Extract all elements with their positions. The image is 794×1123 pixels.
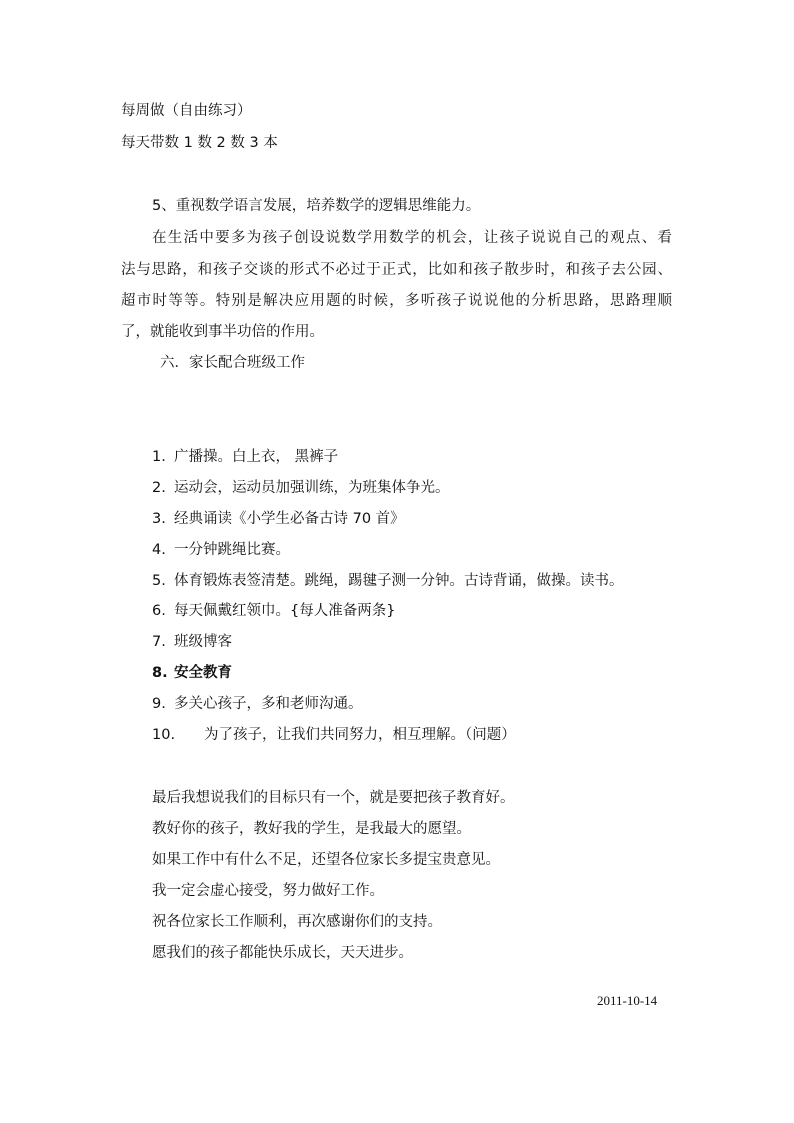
section-5-paragraph-line-3: 超市时等等。特别是解决应用题的时候，多听孩子说说他的分析思路，思路理顺 — [121, 293, 672, 309]
list-item-text: 班级博客 — [174, 634, 232, 650]
list-item — [152, 632, 232, 652]
section-5-heading: 5、重视数学语言发展，培养数学的逻辑思维能力。 — [152, 198, 481, 214]
list-item-text: 运动会，运动员加强训练，为班集体争光。 — [174, 480, 450, 496]
list-item-text: 一分钟跳绳比赛。 — [174, 542, 290, 558]
list-item-number: 10. — [152, 727, 176, 743]
list-item — [152, 725, 516, 745]
section-6-heading: 六．家长配合班级工作 — [160, 355, 305, 371]
closing-line-2: 教好你的孩子，教好我的学生，是我最大的愿望。 — [152, 821, 471, 837]
list-item-number: 1. — [152, 449, 166, 465]
list-item-number: 8. — [152, 665, 168, 681]
list-item-text: 安全教育 — [174, 665, 232, 681]
document-date: 2011-10-14 — [597, 993, 658, 1008]
list-item — [152, 509, 405, 529]
list-item-number: 6. — [152, 603, 166, 619]
list-item — [152, 447, 338, 467]
section-5-paragraph-line-1: 在生活中要多为孩子创设说数学用数学的机会，让孩子说说自己的观点、看 — [152, 230, 672, 246]
list-item-number: 9. — [152, 696, 166, 712]
list-item-text: 体育锻炼表签清楚。跳绳，踢毽子测一分钟。古诗背诵，做操。读书。 — [174, 573, 624, 589]
list-item — [152, 601, 395, 621]
list-item — [152, 694, 363, 714]
list-item — [152, 663, 232, 683]
list-item — [152, 540, 290, 560]
list-item-text: 广播操。白上衣， 黑裤子 — [174, 449, 339, 465]
closing-line-6: 愿我们的孩子都能快乐成长，天天进步。 — [152, 945, 413, 961]
list-item-number: 4. — [152, 542, 166, 558]
list-item-text: 每天佩戴红领巾。{每人准备两条} — [174, 603, 396, 619]
closing-line-5: 祝各位家长工作顺利，再次感谢你们的支持。 — [152, 914, 442, 930]
top-line-1: 每周做（自由练习） — [121, 103, 252, 119]
closing-line-4: 我一定会虚心接受，努力做好工作。 — [152, 883, 384, 899]
closing-line-3: 如果工作中有什么不足，还望各位家长多提宝贵意见。 — [152, 852, 500, 868]
list-item-text: 经典诵读《小学生必备古诗 70 首》 — [174, 511, 405, 527]
list-item-text: 为了孩子，让我们共同努力，相互理解。（问题） — [204, 727, 516, 743]
list-item — [152, 478, 450, 498]
section-5-paragraph-line-2: 法与思路，和孩子交谈的形式不必过于正式，比如和孩子散步时，和孩子去公园、 — [121, 262, 672, 278]
closing-line-1: 最后我想说我们的目标只有一个，就是要把孩子教育好。 — [152, 790, 515, 806]
list-item-text: 多关心孩子，多和老师沟通。 — [174, 696, 363, 712]
list-item-number: 5. — [152, 573, 166, 589]
list-item-number: 2. — [152, 480, 166, 496]
section-5-paragraph-line-4: 了，就能收到事半功倍的作用。 — [121, 324, 324, 340]
top-line-2: 每天带数 1 数 2 数 3 本 — [121, 135, 278, 151]
list-item-number: 3. — [152, 511, 166, 527]
list-item-number: 7. — [152, 634, 166, 650]
list-item — [152, 571, 624, 591]
